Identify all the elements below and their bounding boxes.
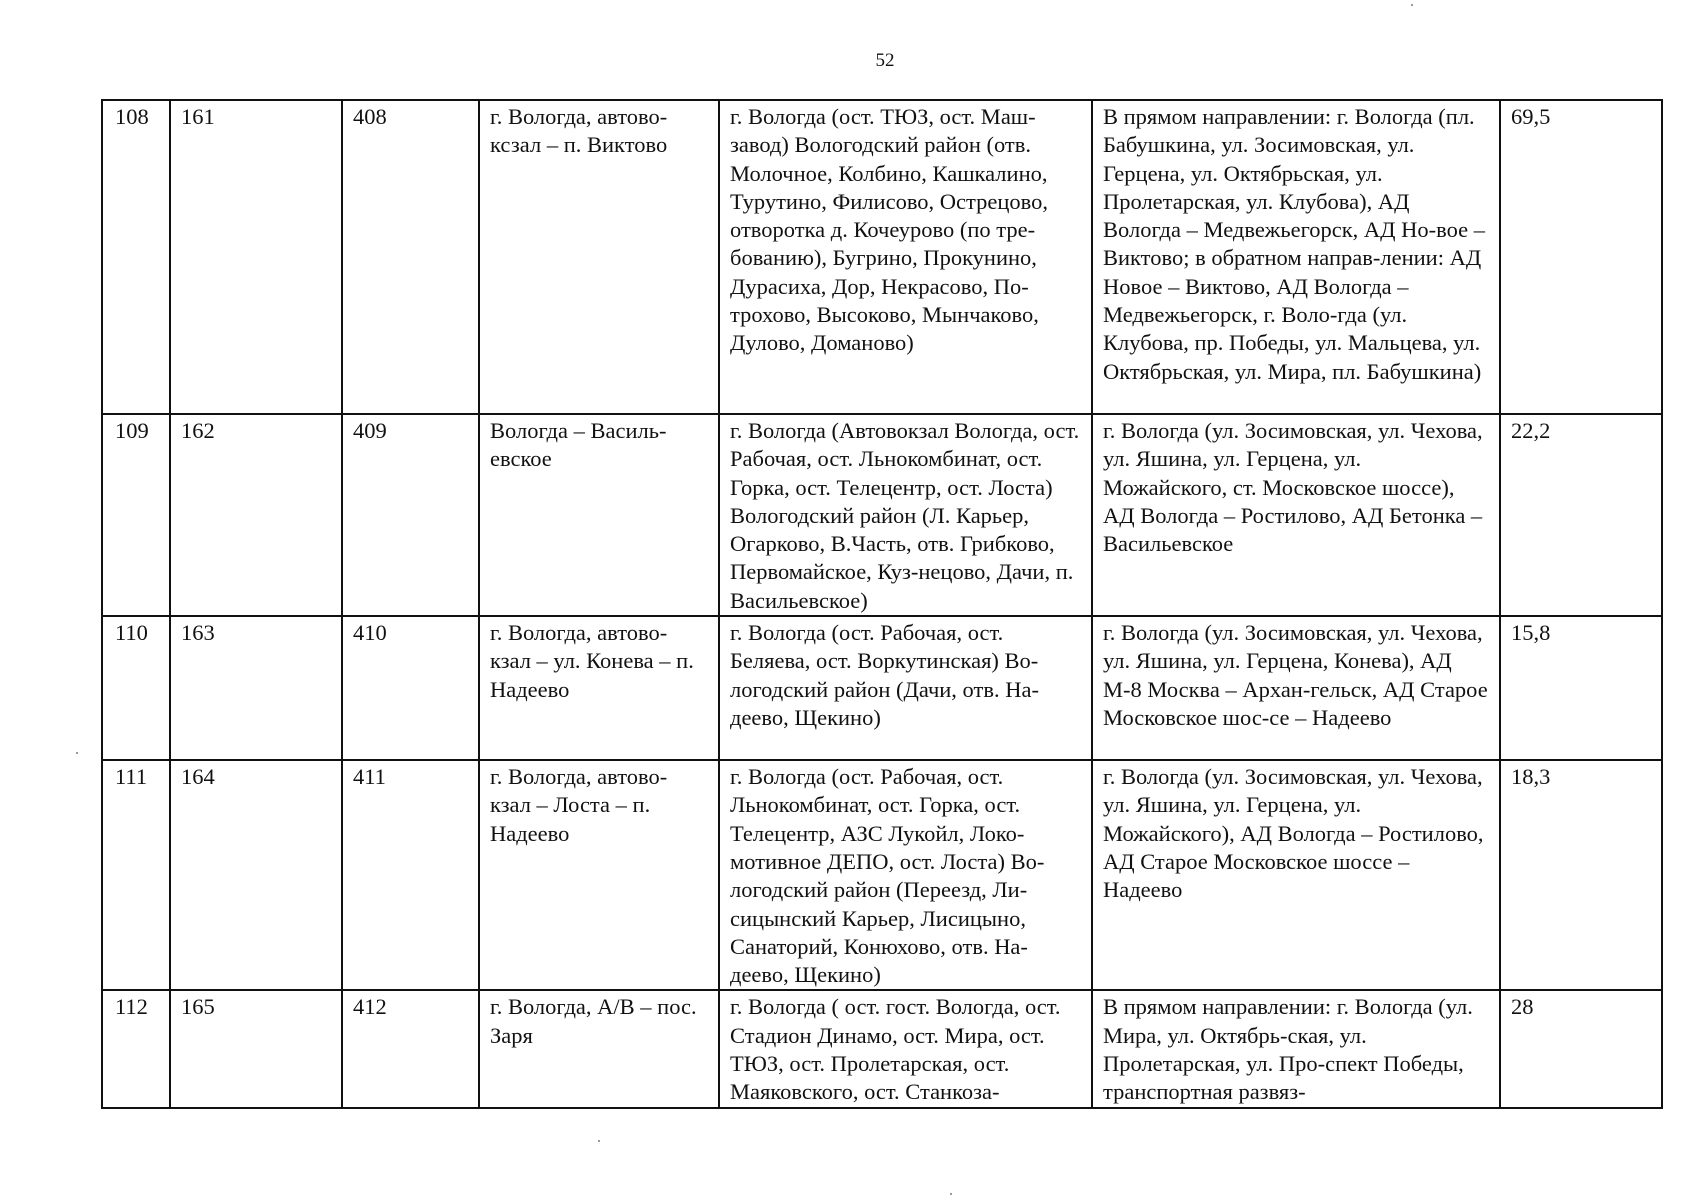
stops-cell: г. Вологда (Автовокзал Вологда, ост. Рабочая, ост. Льнокомбинат, ост. Горка, ост. Телецентр, ост. Лоста) Вологодский район (Л. Карьер, Огарково, В.Часть, отв. Грибково, Первомайское, Куз-нецово, Дачи, п. Васильевское) xyxy=(719,414,1092,616)
route-length-cell: 28 xyxy=(1500,990,1662,1107)
route-name-cell: г. Вологда, автово-ксзал – п. Виктово xyxy=(479,100,719,414)
registry-number-cell: 164 xyxy=(170,760,342,990)
row-number-cell: 108 xyxy=(102,100,170,414)
route-name-cell: г. Вологда, автово-кзал – ул. Конева – п. Надеево xyxy=(479,616,719,760)
stops-cell: г. Вологда ( ост. гост. Вологда, ост. Стадион Динамо, ост. Мира, ост. ТЮЗ, ост. Пролетарская, ост. Маяковского, ост. Станкоза- xyxy=(719,990,1092,1107)
route-length-cell: 15,8 xyxy=(1500,616,1662,760)
table-row xyxy=(102,100,1662,414)
stops-cell: г. Вологда (ост. Рабочая, ост. Беляева, ост. Воркутинская) Во-логодский район (Дачи, отв. На-деево, Щекино) xyxy=(719,616,1092,760)
streets-cell: г. Вологда (ул. Зосимовская, ул. Чехова, ул. Яшина, ул. Герцена, ул. Можайского, ст. Московское шоссе), АД Вологда – Ростилово, АД Бетонка – Васильевское xyxy=(1092,414,1500,616)
route-number-cell: 409 xyxy=(342,414,479,616)
registry-number-cell: 163 xyxy=(170,616,342,760)
streets-cell: В прямом направлении: г. Вологда (пл. Бабушкина, ул. Зосимовская, ул. Герцена, ул. Октябрьская, ул. Пролетарская, ул. Клубова), АД Вологда – Медвежьегорск, АД Но-вое – Виктово; в обратном направ-лении: АД Новое – Виктово, АД Вологда – Медвежьегорск, г. Воло-гда (ул. Клубова, пр. Победы, ул. Мальцева, ул. Октябрьская, ул. Мира, пл. Бабушкина) xyxy=(1092,100,1500,414)
route-name-cell: г. Вологда, А/В – пос. Заря xyxy=(479,990,719,1107)
table-row xyxy=(102,760,1662,990)
table-row xyxy=(102,616,1662,760)
streets-cell: В прямом направлении: г. Вологда (ул. Мира, ул. Октябрь-ская, ул. Пролетарская, ул. Про-спект Победы, транспортная развяз- xyxy=(1092,990,1500,1107)
route-length-cell: 18,3 xyxy=(1500,760,1662,990)
registry-number-cell: 162 xyxy=(170,414,342,616)
route-name-cell: г. Вологда, автово-кзал – Лоста – п. Надеево xyxy=(479,760,719,990)
registry-number-cell: 161 xyxy=(170,100,342,414)
route-number-cell: 408 xyxy=(342,100,479,414)
streets-cell: г. Вологда (ул. Зосимовская, ул. Чехова, ул. Яшина, ул. Герцена, Конева), АД М-8 Москва – Архан-гельск, АД Старое Московское шос-се – Надеево xyxy=(1092,616,1500,760)
stops-cell: г. Вологда (ост. ТЮЗ, ост. Маш-завод) Вологодский район (отв. Молочное, Колбино, Кашкалино, Турутино, Филисово, Острецово, отворотка д. Кочеурово (по тре-бованию), Бугрино, Прокунино, Дурасиха, Дор, Некрасово, По-трохово, Высоково, Мынчаково, Дулово, Доманово) xyxy=(719,100,1092,414)
route-number-cell: 410 xyxy=(342,616,479,760)
row-number-cell: 110 xyxy=(102,616,170,760)
page-number: 52 xyxy=(875,50,895,71)
scan-speck xyxy=(598,1140,600,1142)
scan-speck xyxy=(76,752,78,754)
stops-cell: г. Вологда (ост. Рабочая, ост. Льнокомбинат, ост. Горка, ост. Телецентр, АЗС Лукойл, Локо-мотивное ДЕПО, ост. Лоста) Во-логодский район (Переезд, Ли-сицынский Карьер, Лисицыно, Санаторий, Конюхово, отв. На-деево, Щекино) xyxy=(719,760,1092,990)
route-number-cell: 411 xyxy=(342,760,479,990)
row-number-cell: 112 xyxy=(102,990,170,1107)
scan-speck xyxy=(950,1193,952,1195)
route-length-cell: 22,2 xyxy=(1500,414,1662,616)
table-row xyxy=(102,414,1662,616)
route-length-cell: 69,5 xyxy=(1500,100,1662,414)
routes-table xyxy=(101,99,1663,1109)
scan-speck xyxy=(1411,4,1413,6)
row-number-cell: 111 xyxy=(102,760,170,990)
route-number-cell: 412 xyxy=(342,990,479,1107)
registry-number-cell: 165 xyxy=(170,990,342,1107)
route-name-cell: Вологда – Василь-евское xyxy=(479,414,719,616)
table-row xyxy=(102,990,1662,1107)
row-number-cell: 109 xyxy=(102,414,170,616)
streets-cell: г. Вологда (ул. Зосимовская, ул. Чехова, ул. Яшина, ул. Герцена, ул. Можайского), АД Вологда – Ростилово, АД Старое Московское шоссе – Надеево xyxy=(1092,760,1500,990)
